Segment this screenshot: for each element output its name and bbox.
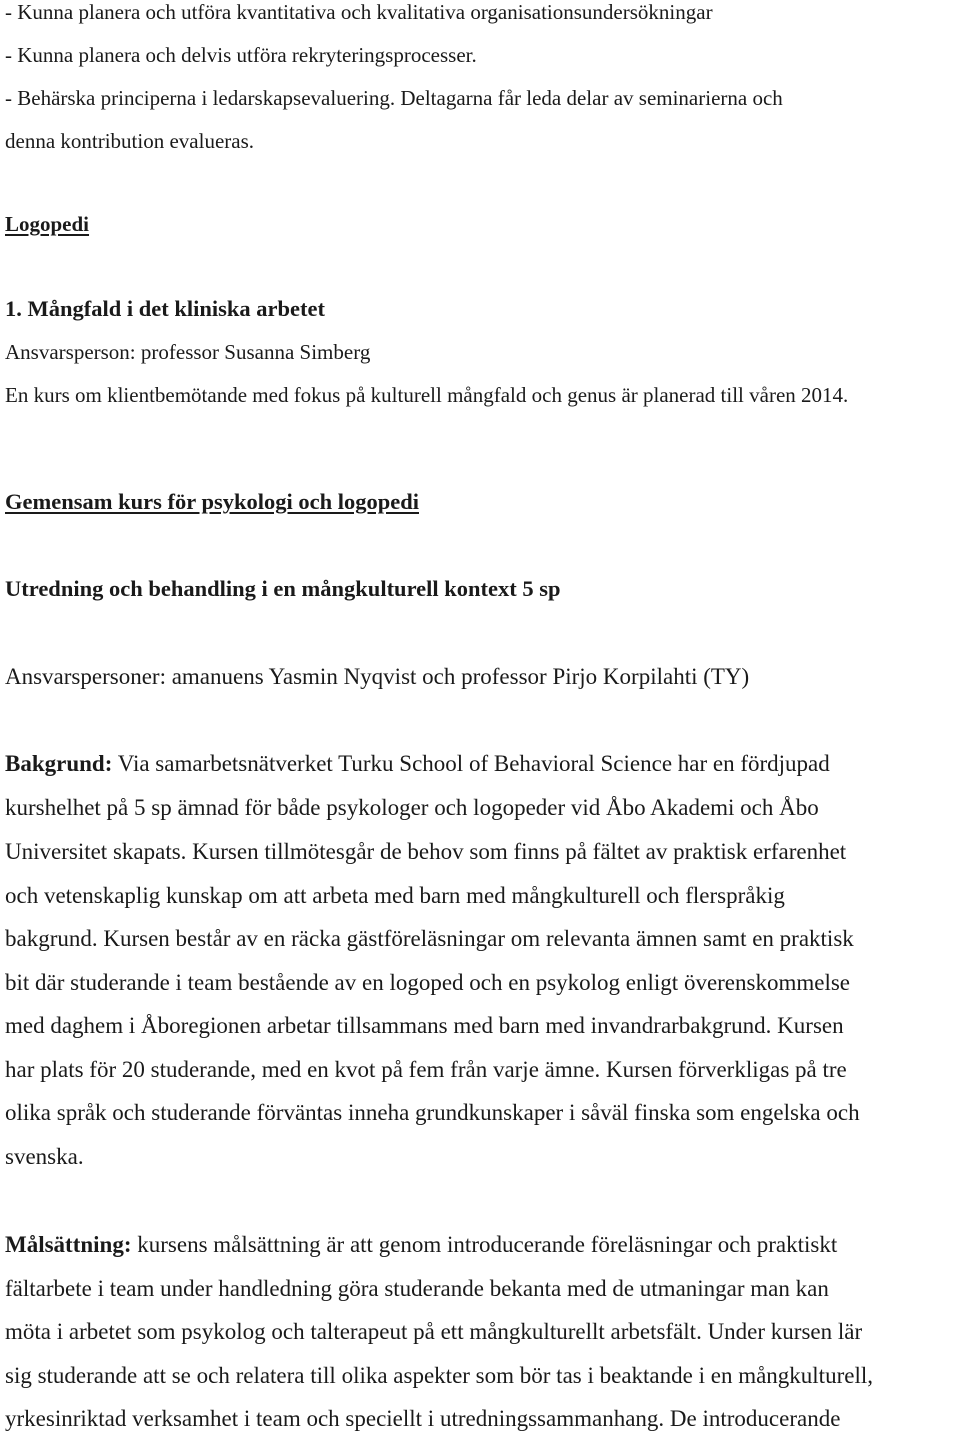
goals-line: sig studerande att se och relatera till olika aspekter som bör tas i beaktande i en mångkulturell, [5,1363,873,1388]
background-line: har plats för 20 studerande, med en kvot på fem från varje ämne. Kursen förverkligas på tre [5,1057,847,1082]
course-title: 1. Mångfald i det kliniska arbetet [5,296,326,321]
goals-line: möta i arbetet som psykolog och talterapeut på ett mångkulturellt arbetsfält. Under kursen lär [5,1319,863,1344]
background-line: bit där studerande i team bestående av en logoped och en psykolog enligt överenskommelse [5,970,851,995]
background-line: med daghem i Åboregionen arbetar tillsammans med barn med invandrarbakgrund. Kursen [5,1013,844,1038]
background-line: och vetenskaplig kunskap om att arbeta med barn med mångkulturell och flerspråkig [5,883,785,908]
section-heading-logopedi: Logopedi [5,212,90,236]
goals-text: kursens målsättning är att genom introducerande föreläsningar och praktiskt [131,1232,838,1257]
background-label: Bakgrund: [5,751,113,776]
course-title: Utredning och behandling i en mångkulturell kontext 5 sp [5,576,561,601]
goals-line: fältarbete i team under handledning göra studerande bekanta med de utmaningar man kan [5,1276,829,1301]
responsible-person: Ansvarsperson: professor Susanna Simberg [5,340,371,364]
background-line: olika språk och studerande förväntas inneha grundkunskaper i såväl finska som engelska och [5,1100,860,1125]
goals-label: Målsättning: [5,1232,132,1257]
bullet-line: denna kontribution evalueras. [5,129,255,153]
background-line: bakgrund. Kursen består av en räcka gästföreläsningar om relevanta ämnen samt en praktisk [5,926,854,951]
bullet-line: - Kunna planera och delvis utföra rekryteringsprocesser. [5,43,477,67]
responsible-persons: Ansvarspersoner: amanuens Yasmin Nyqvist och professor Pirjo Korpilahti (TY) [5,664,750,689]
section-heading-joint-course: Gemensam kurs för psykologi och logopedi [5,489,419,514]
goals-line: yrkesinriktad verksamhet i team och speciellt i utredningssammanhang. De introducerande [5,1406,841,1431]
background-text: Via samarbetsnätverket Turku School of Behavioral Science har en fördjupad [112,751,830,776]
background-line: Universitet skapats. Kursen tillmötesgår de behov som finns på fältet av praktisk erfarenhet [5,839,847,864]
background-line: kurshelhet på 5 sp ämnad för både psykologer och logopeder vid Åbo Akademi och Åbo [5,795,819,820]
goals-line [5,1233,837,1256]
background-line: svenska. [5,1144,84,1169]
background-line [5,752,830,775]
bullet-line: - Kunna planera och utföra kvantitativa och kvalitativa organisationsundersökningar [5,0,713,24]
course-description: En kurs om klientbemötande med fokus på kulturell mångfald och genus är planerad till våren 2014. [5,383,849,407]
bullet-line: - Behärska principerna i ledarskapsevaluering. Deltagarna får leda delar av seminarierna och [5,86,783,110]
